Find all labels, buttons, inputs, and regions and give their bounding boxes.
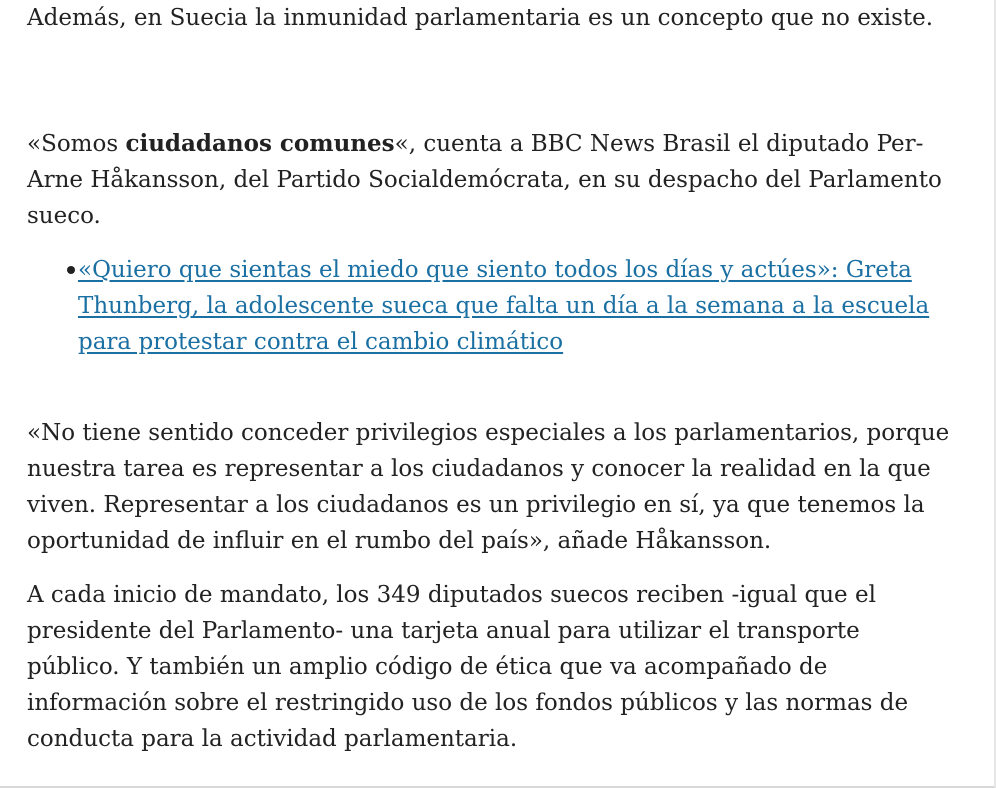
paragraph-privileges-quote: «No tiene sentido conceder privilegios especiales a los parlamentarios, porque nuestra tarea es representar a los ciudadanos y conocer la realidad en la que viven. Representar a los ciudadanos es un privilegio en sí, ya que tenemos la oportunidad de influir en el rumbo del país», añade Håkansson. (27, 420, 950, 554)
bold-phrase: ciudadanos comunes (125, 130, 395, 157)
paragraph-mandate: A cada inicio de mandato, los 349 diputados suecos reciben -igual que el presidente del Parlamento- una tarjeta anual para utilizar el transporte público. Y también un amplio código de ética que va acompañado de información sobre el restringido uso de los fondos públicos y las normas de conducta para la actividad parlamentaria. (27, 582, 909, 752)
list-item (27, 252, 957, 360)
related-links-list (27, 252, 957, 360)
paragraph-quote-ordinary-citizens (27, 126, 957, 234)
related-article-link[interactable]: «Quiero que sientas el miedo que siento todos los días y actúes»: Greta Thunberg, la adolescente sueca que falta un día a la semana a la escuela para protestar contra el cambio climático (78, 257, 930, 355)
quote-trailing-text: «, cuenta a BBC News Brasil el diputado Per-Arne Håkansson, del Partido Socialdemócrata, en su despacho del Parlamento sueco. (27, 131, 942, 229)
paragraph-immunity: Además, en Suecia la inmunidad parlamentaria es un concepto que no existe. (27, 5, 934, 31)
bullet-icon (67, 266, 75, 274)
quote-lead-text: «Somos (27, 131, 126, 157)
